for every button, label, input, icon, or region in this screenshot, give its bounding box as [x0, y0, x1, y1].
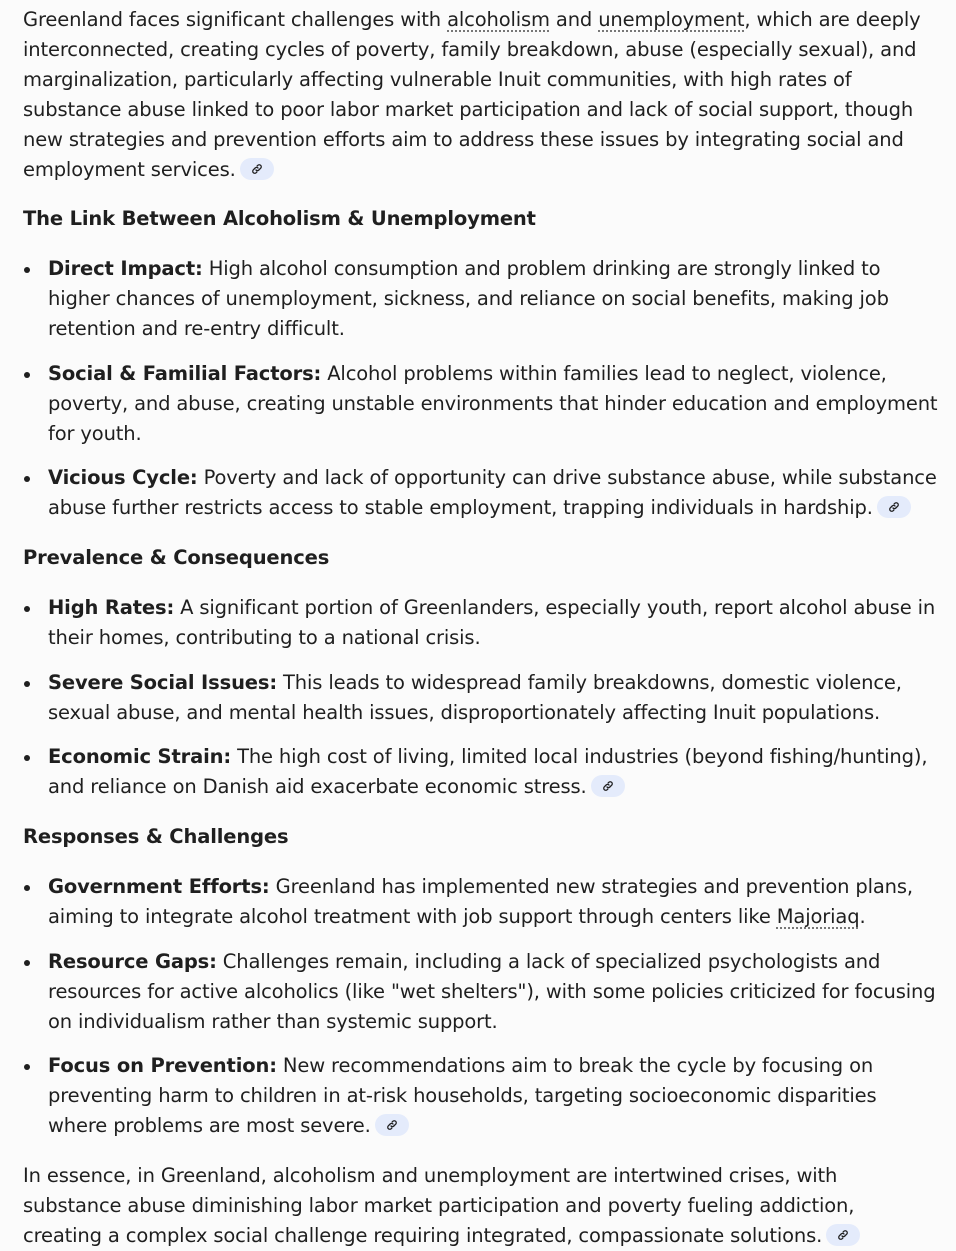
link-icon	[837, 1229, 849, 1241]
item-text: This leads to widespread family breakdowns, domestic violence, sexual abuse, and mental health issues, disproportionately affecting Inuit populations.	[48, 670, 902, 724]
section-heading: Responses & Challenges	[23, 825, 289, 848]
source-link-chip[interactable]	[240, 158, 274, 180]
intro-paragraph	[23, 0, 938, 185]
intro-text-2: and	[549, 8, 599, 31]
item-label: Vicious Cycle:	[48, 466, 198, 489]
list-item	[23, 947, 938, 1037]
item-label: Direct Impact:	[48, 257, 203, 280]
list-item	[23, 463, 938, 523]
item-text: Poverty and lack of opportunity can drive substance abuse, while substance abuse further restricts access to stable employment, trapping individuals in hardship.	[48, 466, 937, 519]
item-label: Social & Familial Factors:	[48, 361, 322, 385]
item-label: Government Efforts:	[48, 875, 270, 898]
intro-text-1: Greenland faces significant challenges with	[23, 8, 448, 31]
list-item	[23, 254, 938, 344]
item-text-tail: .	[859, 905, 866, 928]
item-text: The high cost of living, limited local industries (beyond fishing/hunting), and reliance on Danish aid exacerbate economic stress.	[48, 745, 928, 798]
link-icon	[602, 780, 614, 792]
item-label: Severe Social Issues:	[48, 670, 277, 694]
intro-text-3: , which are deeply interconnected, creating cycles of poverty, family breakdown, abuse (especially sexual), and marginalization, particularly affecting vulnerable Inuit communities, with high rates of substance abuse linked to poor labor market participation and lack of social support, though new strategies and prevention efforts aim to address these issues by integrating social and employment services.	[23, 8, 921, 181]
source-link-chip[interactable]	[375, 1114, 409, 1136]
section-heading: The Link Between Alcoholism & Unemployment	[23, 207, 536, 230]
item-text: A significant portion of Greenlanders, especially youth, report alcohol abuse in their homes, contributing to a national crisis.	[48, 596, 936, 649]
item-text: New recommendations aim to break the cycle by focusing on preventing harm to children in at-risk households, targeting socioeconomic disparities where problems are most severe.	[48, 1054, 877, 1137]
bullet-list	[23, 254, 938, 523]
list-item	[23, 359, 938, 449]
item-label: High Rates:	[48, 596, 175, 619]
list-item	[23, 668, 938, 728]
source-link-chip[interactable]	[591, 775, 625, 797]
bullet-list	[23, 593, 938, 802]
list-item	[23, 872, 938, 932]
summary-paragraph	[23, 1161, 938, 1251]
section-heading: Prevalence & Consequences	[23, 546, 330, 569]
response-content	[23, 0, 938, 1251]
alcoholism-term-link[interactable]: alcoholism	[447, 8, 550, 31]
list-item	[23, 593, 938, 653]
link-icon	[251, 163, 263, 175]
item-label: Economic Strain:	[48, 745, 232, 768]
bullet-list	[23, 872, 938, 1141]
summary-text: In essence, in Greenland, alcoholism and unemployment are intertwined crises, with substance abuse diminishing labor market participation and poverty fueling addiction, creating a complex social challenge requiring integrated, compassionate solutions.	[23, 1164, 855, 1247]
item-text: Greenland has implemented new strategies and prevention plans, aiming to integrate alcohol treatment with job support through centers like	[48, 875, 913, 928]
item-label: Focus on Prevention:	[48, 1054, 277, 1077]
source-link-chip[interactable]	[877, 496, 911, 518]
link-icon	[888, 501, 900, 513]
majoriaq-term-link[interactable]: Majoriaq	[776, 905, 860, 928]
unemployment-term-link[interactable]: unemployment	[598, 8, 745, 31]
link-icon	[386, 1119, 398, 1131]
item-text: High alcohol consumption and problem drinking are strongly linked to higher chances of unemployment, sickness, and reliance on social benefits, making job retention and re-entry difficult.	[48, 257, 889, 340]
item-text: Alcohol problems within families lead to neglect, violence, poverty, and abuse, creating unstable environments that hinder education and employment for youth.	[48, 361, 938, 445]
list-item	[23, 742, 938, 802]
list-item	[23, 1051, 938, 1141]
item-label: Resource Gaps:	[48, 949, 217, 973]
source-link-chip[interactable]	[826, 1224, 860, 1246]
item-text: Challenges remain, including a lack of specialized psychologists and resources for active alcoholics (like "wet shelters"), with some policies criticized for focusing on individualism rather than systemic support.	[48, 949, 936, 1033]
